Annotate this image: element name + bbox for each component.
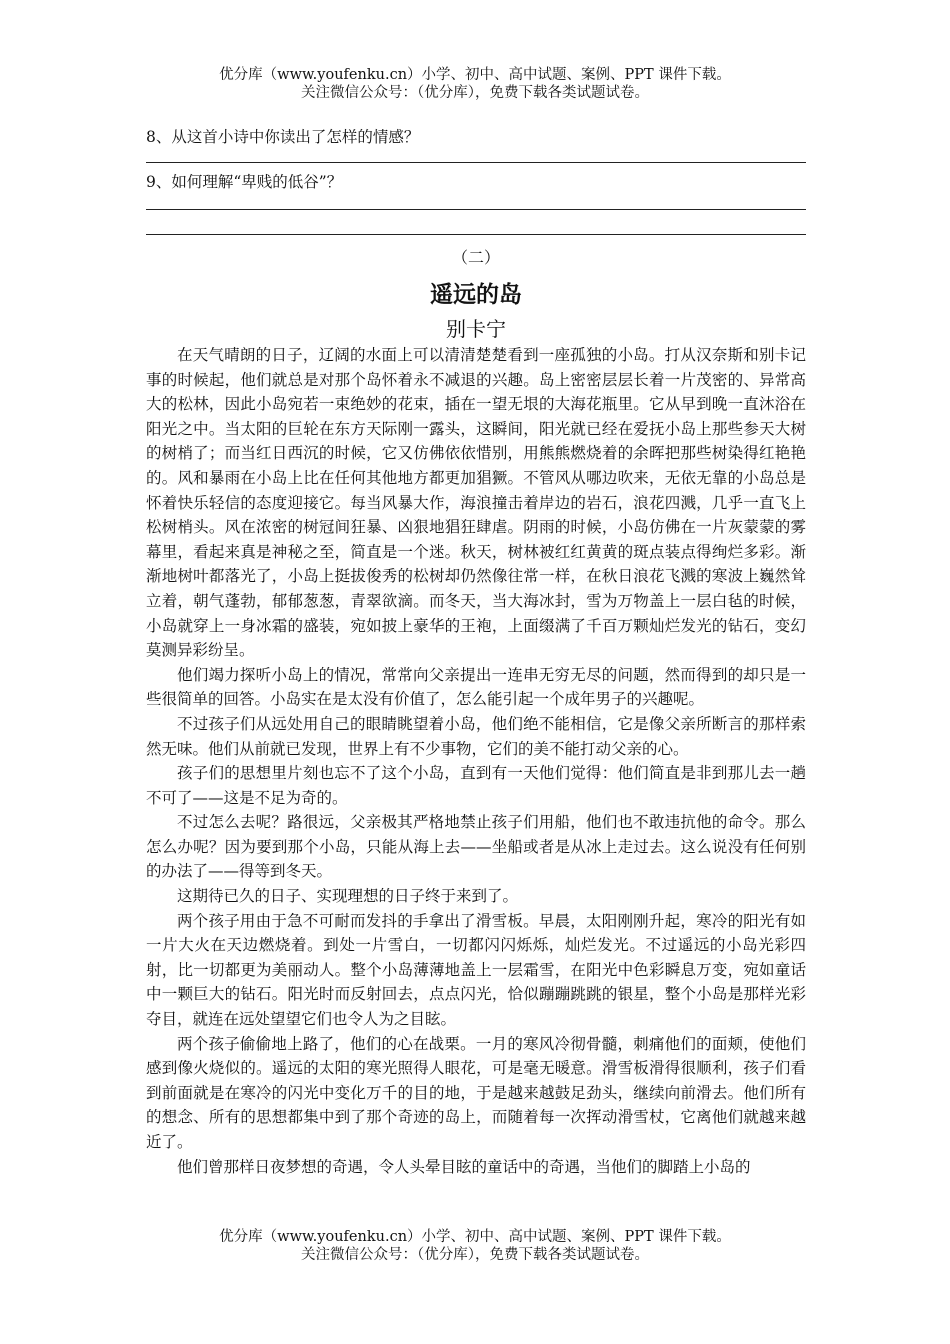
paragraph: 在天气晴朗的日子，辽阔的水面上可以清清楚楚看到一座孤独的小岛。打从汉奈斯和别卡记事的时候起，他们就总是对那个岛怀着永不减退的兴趣。岛上密密层层长着一片茂密的、异常高大的松林，因此小岛宛若一束绝妙的花束，插在一望无垠的大海花瓶里。它从早到晚一直沐浴在阳光之中。当太阳的巨轮在东方天际刚一露头，这瞬间，阳光就已经在爱抚小岛上那些参天大树的树梢了；而当红日西沉的时候，它又仿佛依依惜别，用熊熊燃烧着的余晖把那些树染得红艳艳的。风和暴雨在小岛上比在任何其他地方都更加猖獗。不管风从哪边吹来，无依无靠的小岛总是怀着快乐轻信的态度迎接它。每当风暴大作，海浪撞击着岸边的岩石，浪花四溅，几乎一直飞上松树梢头。风在浓密的树冠间狂暴、凶狠地猖狂肆虐。阴雨的时候，小岛仿佛在一片灰蒙蒙的雾幕里，看起来真是神秘之至，简直是一个迷。秋天，树林被红红黄黄的斑点装点得绚烂多彩。渐渐地树叶都落光了，小岛上挺拔俊秀的松树却仍然像往常一样，在秋日浪花飞溅的寒波上巍然耸立着，朝气蓬勃，郁郁葱葱，青翠欲滴。而冬天，当大海冰封，雪为万物盖上一层白毡的时候，小岛就穿上一身冰霜的盛装，宛如披上豪华的王袍，上面缀满了千百万颗灿烂发光的钻石，变幻莫测异彩纷呈。: [146, 346, 806, 660]
header-line-2: 关注微信公众号：（优分库），免费下载各类试题试卷。: [301, 85, 649, 101]
header-line-1: 优分库（www.youfenku.cn）小学、初中、高中试题、案例、PPT 课件下载。: [219, 67, 731, 83]
page-footer: [0, 1228, 950, 1264]
question-9: 9、如何理解“卑贱的低谷”？: [146, 173, 343, 191]
footer-line-1: 优分库（www.youfenku.cn）小学、初中、高中试题、案例、PPT 课件下载。: [219, 1229, 731, 1245]
answer-line: [146, 162, 806, 163]
paragraph: 不过怎么去呢？路很远，父亲极其严格地禁止孩子们用船，他们也不敢违抗他的命令。那么怎么办呢？因为要到那个小岛，只能从海上去——坐船或者是从冰上走过去。这么说没有任何别的办法了——得等到冬天。: [146, 813, 806, 881]
paragraph: 不过孩子们从远处用自己的眼睛眺望着小岛，他们绝不能相信，它是像父亲所断言的那样索然无味。他们从前就已发现，世界上有不少事物，它们的美不能打动父亲的心。: [146, 714, 806, 758]
paragraph: 两个孩子用由于急不可耐而发抖的手拿出了滑雪板。早晨，太阳刚刚升起，寒冷的阳光有如一片大火在天边燃烧着。到处一片雪白，一切都闪闪烁烁，灿烂发光。不过遥远的小岛光彩四射，比一切都更为美丽动人。整个小岛薄薄地盖上一层霜雪，在阳光中色彩瞬息万变，宛如童话中一颗巨大的钻石。阳光时而反射回去，点点闪光，恰似蹦蹦跳跳的银星，整个小岛是那样光彩夺目，就连在远处望望它们也令人为之目眩。: [146, 911, 806, 1029]
article-author: 别卡宁: [446, 317, 506, 341]
paragraph: 两个孩子偷偷地上路了，他们的心在战栗。一月的寒风冷彻骨髓，刺痛他们的面颊，使他们感到像火烧似的。遥远的太阳的寒光照得人眼花，可是毫无暖意。滑雪板滑得很顺利，孩子们看到前面就是在寒冷的闪光中变化万千的目的地，于是越来越鼓足劲头，继续向前滑去。他们所有的想念、所有的思想都集中到了那个奇迹的岛上，而随着每一次挥动滑雪杖，它离他们就越来越近了。: [146, 1034, 806, 1151]
paragraph: 他们曾那样日夜梦想的奇遇，令人头晕目眩的童话中的奇遇，当他们的脚踏上小岛的: [177, 1157, 751, 1176]
paragraph: 孩子们的思想里片刻也忘不了这个小岛，直到有一天他们觉得：他们简直是非到那儿去一趟不可了——这是不足为奇的。: [146, 764, 806, 807]
question-8: 8、从这首小诗中你读出了怎样的情感？: [146, 128, 420, 146]
paragraph: 他们竭力探听小岛上的情况，常常向父亲提出一连串无穷无尽的问题，然而得到的却只是一些很简单的回答。小岛实在是太没有价值了，怎么能引起一个成年男子的兴趣呢。: [146, 665, 806, 709]
answer-line: [146, 209, 806, 210]
answer-line: [146, 234, 806, 235]
page-header: [0, 66, 950, 102]
section-label: （二）: [451, 248, 500, 267]
paragraph: 这期待已久的日子、实现理想的日子终于来到了。: [177, 887, 519, 906]
article-title: 遥远的岛: [430, 282, 522, 308]
page-content: [146, 120, 806, 1179]
footer-line-2: 关注微信公众号：（优分库），免费下载各类试题试卷。: [301, 1247, 649, 1263]
